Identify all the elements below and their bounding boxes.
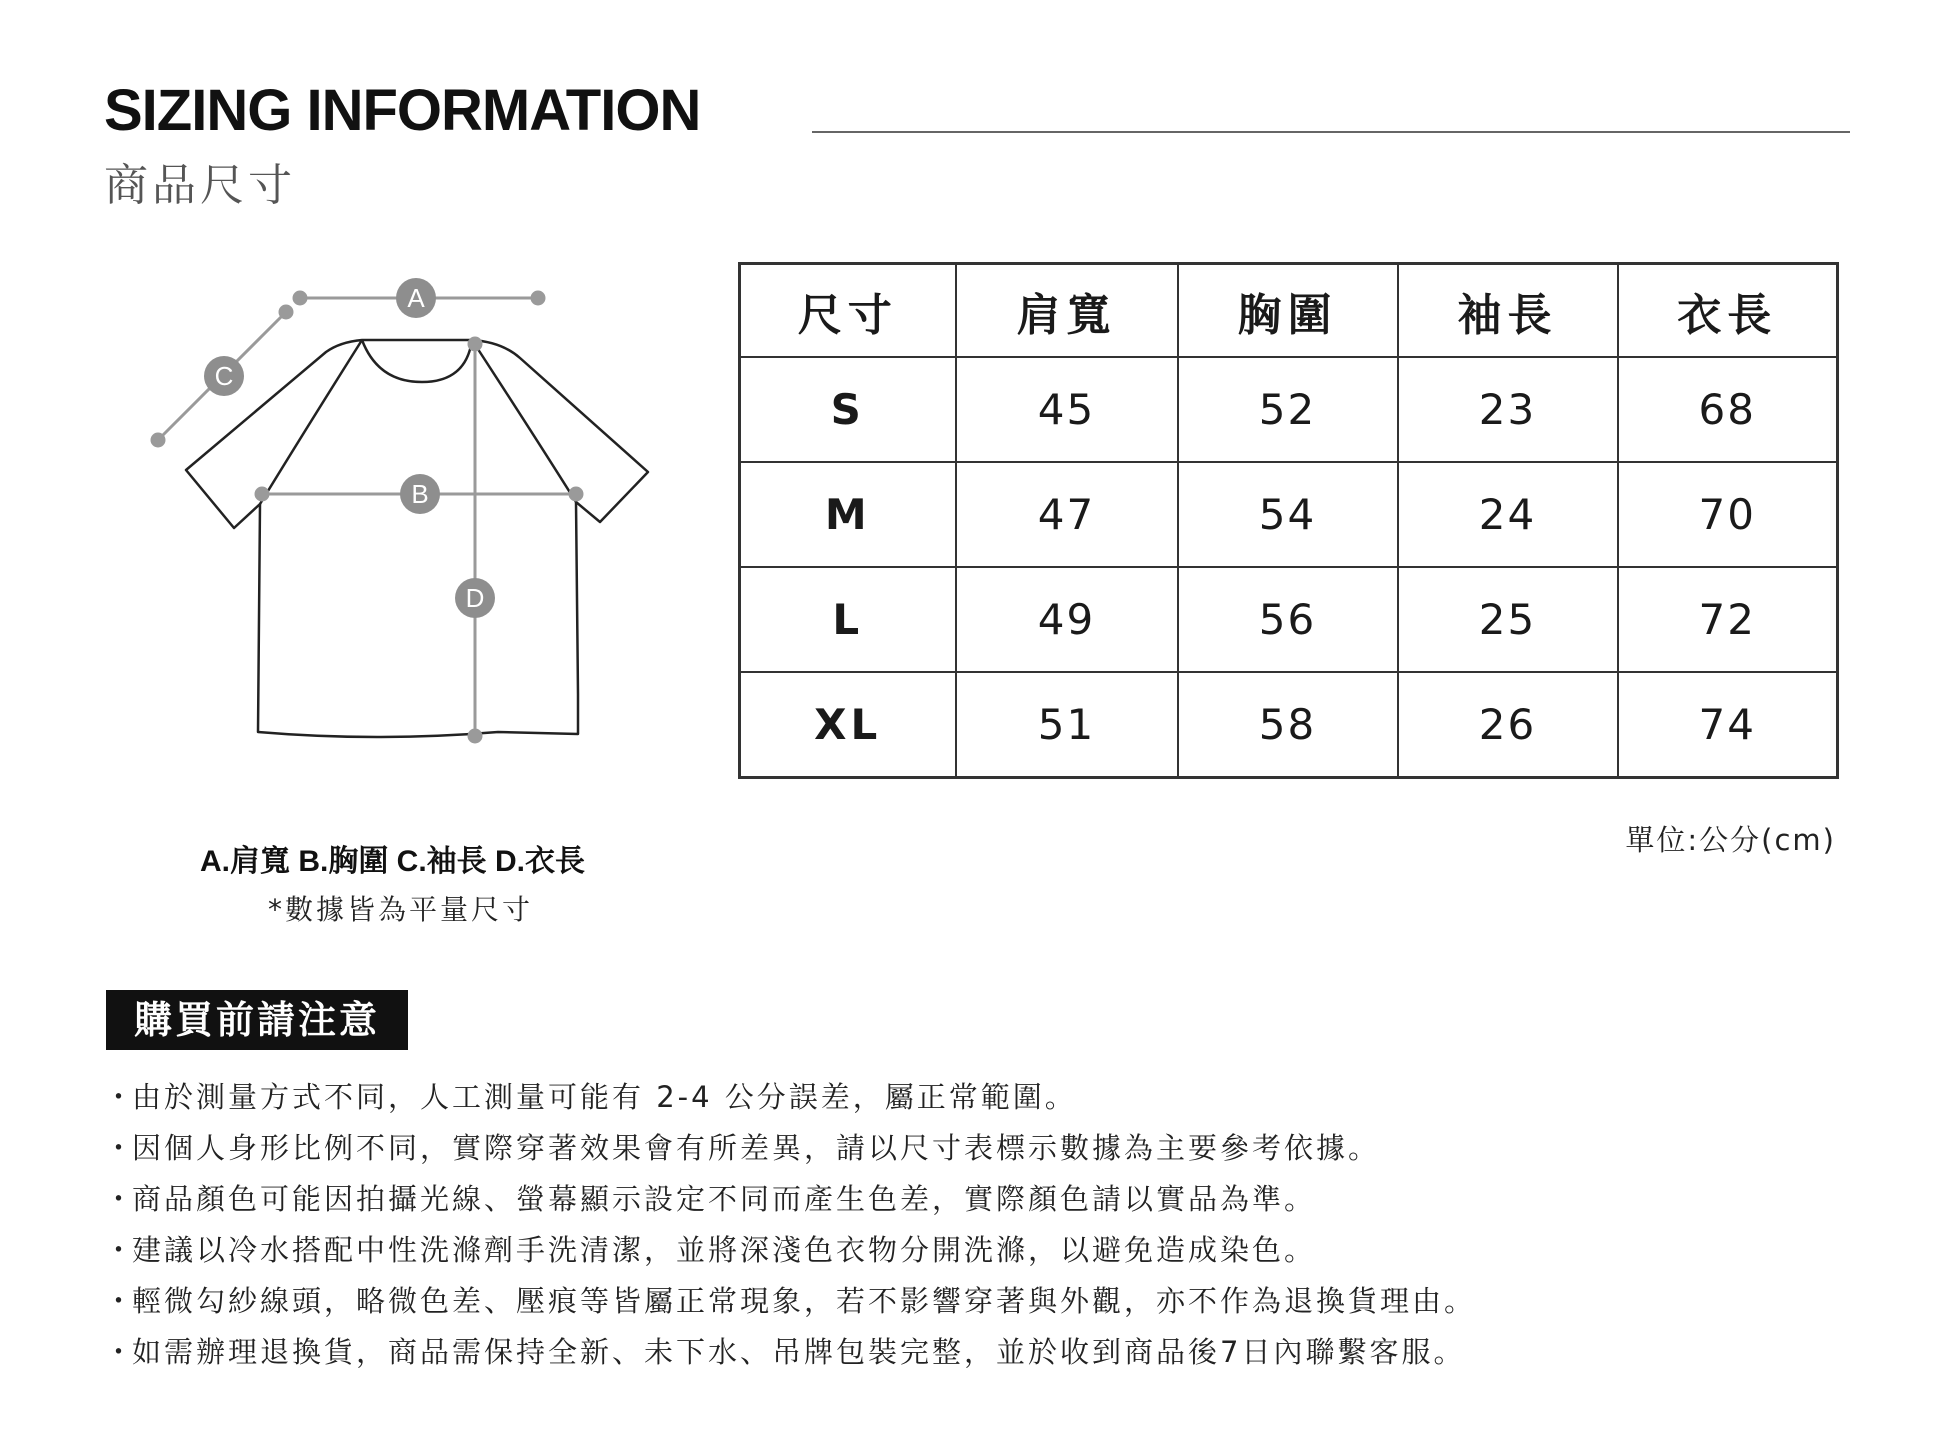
table-cell: 26 (1398, 672, 1618, 778)
list-item (104, 1225, 1476, 1276)
list-item-text: 由於測量方式不同，人工測量可能有 2-4 公分誤差，屬正常範圍。 (132, 1080, 1077, 1114)
column-header: 尺寸 (740, 264, 956, 358)
tshirt-measurement-diagram (140, 272, 680, 762)
list-item-text: 輕微勾紗線頭，略微色差、壓痕等皆屬正常現象，若不影響穿著與外觀，亦不作為退換貨理由。 (132, 1284, 1477, 1318)
column-header: 胸圍 (1178, 264, 1398, 358)
size-label-cell: XL (740, 672, 956, 778)
table-cell: 54 (1178, 462, 1398, 567)
column-header: 衣長 (1618, 264, 1838, 358)
table-cell: 47 (956, 462, 1178, 567)
size-label-cell: S (740, 357, 956, 462)
size-chart-table (738, 262, 1839, 779)
table-cell: 24 (1398, 462, 1618, 567)
list-item (104, 1072, 1476, 1123)
marker-d-label: D (465, 583, 485, 613)
table-cell: 72 (1618, 567, 1838, 672)
table-cell: 52 (1178, 357, 1398, 462)
page-subtitle: 商品尺寸 (104, 160, 296, 211)
table-row (740, 357, 1838, 462)
list-item-text: 商品顏色可能因拍攝光線、螢幕顯示設定不同而產生色差，實際顏色請以實品為準。 (132, 1182, 1317, 1216)
marker-a-label: A (407, 283, 425, 313)
table-row (740, 672, 1838, 778)
table-cell: 45 (956, 357, 1178, 462)
list-item (104, 1276, 1476, 1327)
list-item (104, 1327, 1476, 1378)
notice-heading: 購買前請注意 (106, 990, 408, 1050)
bullet-icon: ・ (104, 1284, 137, 1318)
table-cell: 23 (1398, 357, 1618, 462)
title-divider (812, 131, 1850, 133)
table-cell: 49 (956, 567, 1178, 672)
table-cell: 25 (1398, 567, 1618, 672)
size-label-cell: M (740, 462, 956, 567)
list-item (104, 1174, 1476, 1225)
bullet-icon: ・ (104, 1131, 137, 1165)
table-row (740, 462, 1838, 567)
column-header: 袖長 (1398, 264, 1618, 358)
table-row (740, 567, 1838, 672)
bullet-icon: ・ (104, 1233, 137, 1267)
marker-b (400, 474, 440, 514)
list-item-text: 建議以冷水搭配中性洗滌劑手洗清潔，並將深淺色衣物分開洗滌，以避免造成染色。 (132, 1233, 1317, 1267)
table-cell: 70 (1618, 462, 1838, 567)
marker-b-label: B (411, 479, 429, 509)
column-header: 肩寬 (956, 264, 1178, 358)
tshirt-outline (186, 340, 648, 737)
marker-a (396, 278, 436, 318)
marker-d (455, 578, 495, 618)
table-cell: 51 (956, 672, 1178, 778)
bullet-icon: ・ (104, 1335, 137, 1369)
unit-label: 單位:公分(cm) (1625, 823, 1836, 857)
bullet-icon: ・ (104, 1182, 137, 1216)
list-item-text: 如需辦理退換貨，商品需保持全新、未下水、吊牌包裝完整，並於收到商品後7日內聯繫客服。 (132, 1335, 1466, 1369)
table-header-row (740, 264, 1838, 358)
marker-c-label: C (214, 361, 234, 391)
table-cell: 58 (1178, 672, 1398, 778)
list-item (104, 1123, 1476, 1174)
size-label-cell: L (740, 567, 956, 672)
table-cell: 74 (1618, 672, 1838, 778)
measurement-legend: A.肩寬 B.胸圍 C.袖長 D.衣長 (200, 845, 586, 878)
bullet-icon: ・ (104, 1080, 137, 1114)
list-item-text: 因個人身形比例不同，實際穿著效果會有所差異，請以尺寸表標示數據為主要參考依據。 (132, 1131, 1381, 1165)
marker-c (204, 356, 244, 396)
table-cell: 56 (1178, 567, 1398, 672)
notice-list (104, 1072, 1476, 1378)
measurement-note: *數據皆為平量尺寸 (268, 893, 534, 926)
page-title: SIZING INFORMATION (104, 78, 701, 143)
table-cell: 68 (1618, 357, 1838, 462)
